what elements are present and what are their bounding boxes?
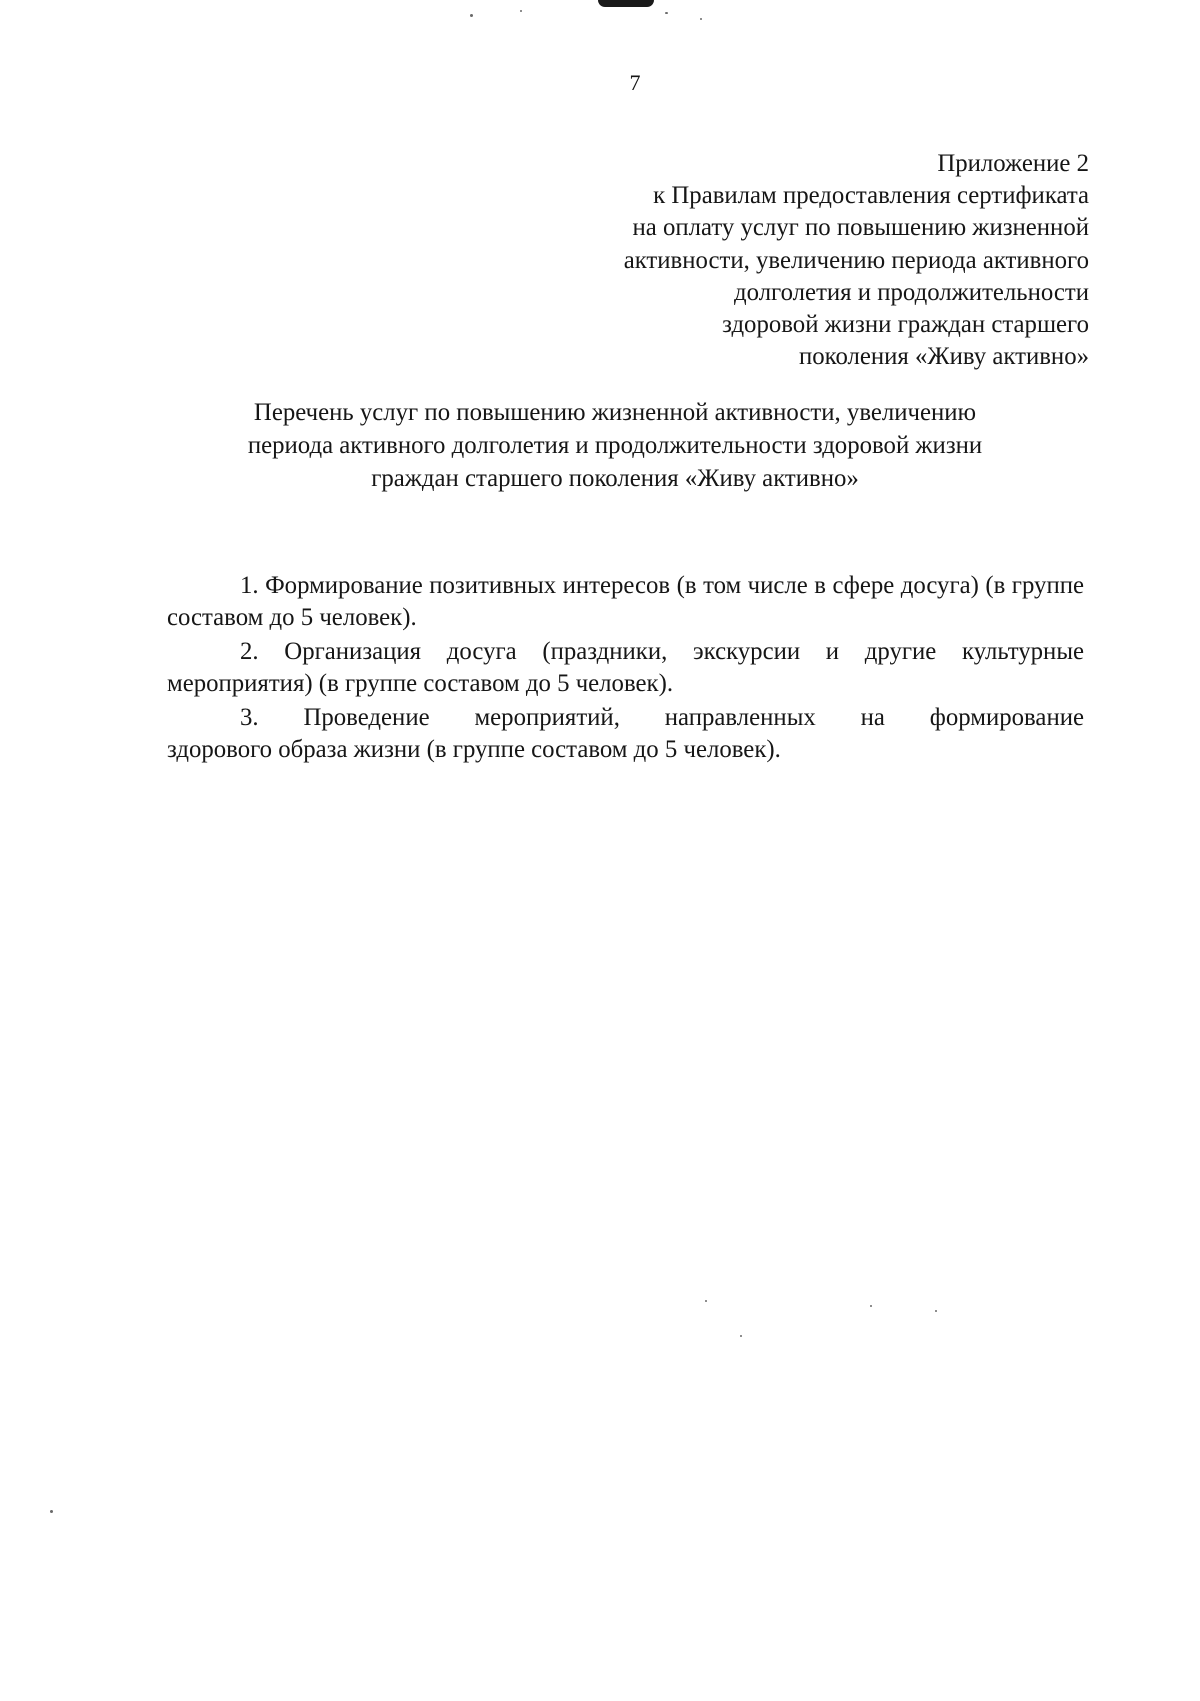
list-item-line: 3. Проведение мероприятий, направленных на формирование <box>240 704 1084 731</box>
scan-speck <box>665 12 668 14</box>
services-list <box>167 570 1084 768</box>
scan-speck <box>705 1300 707 1302</box>
list-item-line: здорового образа жизни (в группе составом до 5 человек). <box>167 736 781 763</box>
appendix-line: долголетия и продолжительности <box>734 278 1089 306</box>
list-item: 2. Организация досуга (праздники, экскурсии и другие культурные мероприятия) (в группе составом до 5 человек). <box>167 638 1084 697</box>
scan-speck <box>470 14 473 17</box>
scan-speck <box>700 18 702 20</box>
scan-speck <box>935 1310 937 1312</box>
title-line: периода активного долголетия и продолжительности здоровой жизни <box>247 432 983 459</box>
scan-speck <box>870 1305 872 1307</box>
appendix-line: на оплату услуг по повышению жизненной <box>632 214 1089 242</box>
title-line: граждан старшего поколения «Живу активно» <box>371 465 859 492</box>
list-item: 1. Формирование позитивных интересов (в том числе в сфере досуга) (в группе составом до 5 человек). <box>167 572 1084 631</box>
appendix-line: Приложение 2 <box>937 150 1089 177</box>
scan-speck <box>50 1510 53 1513</box>
title-line: Перечень услуг по повышению жизненной активности, увеличению <box>253 399 977 426</box>
document-title <box>170 396 1060 495</box>
appendix-header <box>469 148 1089 373</box>
appendix-line: здоровой жизни граждан старшего <box>722 311 1089 339</box>
list-item <box>167 702 1084 766</box>
appendix-line: к Правилам предоставления сертификата <box>653 182 1089 210</box>
page-number: 7 <box>629 70 641 95</box>
appendix-line: поколения «Живу активно» <box>798 343 1089 371</box>
scan-artifact <box>598 0 654 7</box>
appendix-line: активности, увеличению периода активного <box>623 246 1089 274</box>
scan-speck <box>520 10 522 12</box>
scan-speck <box>740 1335 742 1337</box>
